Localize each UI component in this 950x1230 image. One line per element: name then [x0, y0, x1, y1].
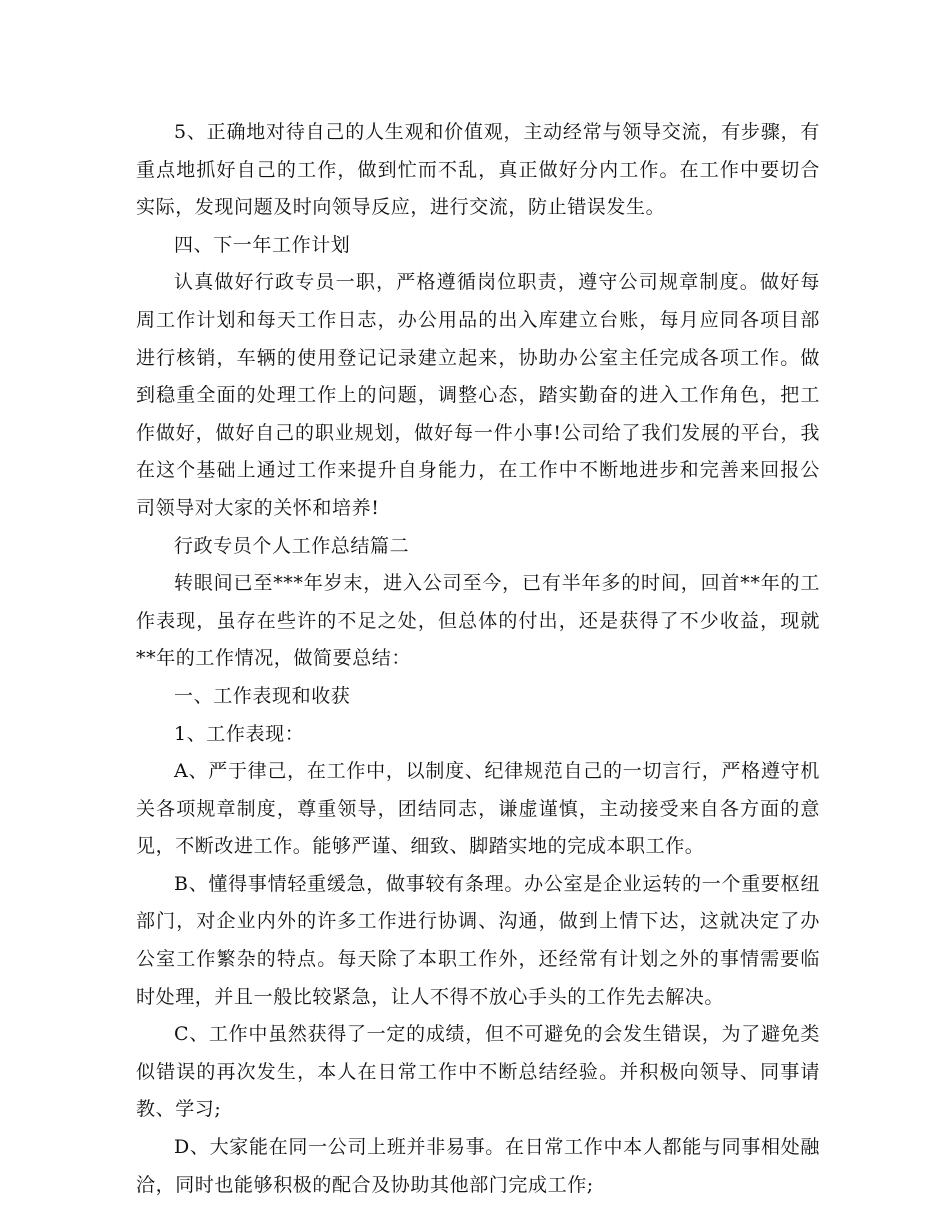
paragraph-intro: 转眼间已至***年岁末，进入公司至今，已有半年多的时间，回首**年的工作表现，虽存在些许的不足之处，但总体的付出，还是获得了不少收益，现就**年的工作情况，做简要总结： [136, 572, 820, 670]
paragraph-item-b: B、懂得事情轻重缓急，做事较有条理。办公室是企业运转的一个重要枢纽部门，对企业内外的许多工作进行协调、沟通，做到上情下达，这就决定了办公室工作繁杂的特点。每天除了本职工作外，还经常有计划之外的事情需要临时处理，并且一般比较紧急，让人不得不放心手头的工作先去解决。 [136, 872, 820, 1008]
section-heading-performance: 一、工作表现和收获 [174, 684, 351, 707]
paragraph-item-5: 5、正确地对待自己的人生观和价值观，主动经常与领导交流，有步骤，有重点地抓好自己的工作，做到忙而不乱，真正做好分内工作。在工作中要切合实际，发现问题及时向领导反应，进行交流，防止错误发生。 [136, 121, 820, 219]
document-body [136, 114, 820, 1204]
article-title-part-two: 行政专员个人工作总结篇二 [174, 534, 410, 557]
paragraph-item-a: A、严于律己，在工作中，以制度、纪律规范自己的一切言行，严格遵守机关各项规章制度，尊重领导，团结同志，谦虚谨慎，主动接受来自各方面的意见，不断改进工作。能够严谨、细致、脚踏实地的完成本职工作。 [136, 760, 820, 858]
paragraph-next-year-plan: 认真做好行政专员一职，严格遵循岗位职责，遵守公司规章制度。做好每周工作计划和每天工作日志，办公用品的出入库建立台账，每月应同各项目部进行核销，车辆的使用登记记录建立起来，协助办公室主任完成各项工作。做到稳重全面的处理工作上的问题，调整心态，踏实勤奋的进入工作角色，把工作做好，做好自己的职业规划，做好每一件小事!公司给了我们发展的平台，我在这个基础上通过工作来提升自身能力，在工作中不断地进步和完善来回报公司领导对大家的关怀和培养! [136, 271, 820, 519]
subheading-work-performance: 1、工作表现： [174, 722, 305, 745]
paragraph-item-c: C、工作中虽然获得了一定的成绩，但不可避免的会发生错误，为了避免类似错误的再次发生，本人在日常工作中不断总结经验。并积极向领导、同事请教、学习; [136, 1023, 820, 1121]
section-heading-next-year-plan: 四、下一年工作计划 [174, 233, 351, 256]
paragraph-item-d: D、大家能在同一公司上班并非易事。在日常工作中本人都能与同事相处融洽，同时也能够积极的配合及协助其他部门完成工作; [136, 1136, 820, 1196]
